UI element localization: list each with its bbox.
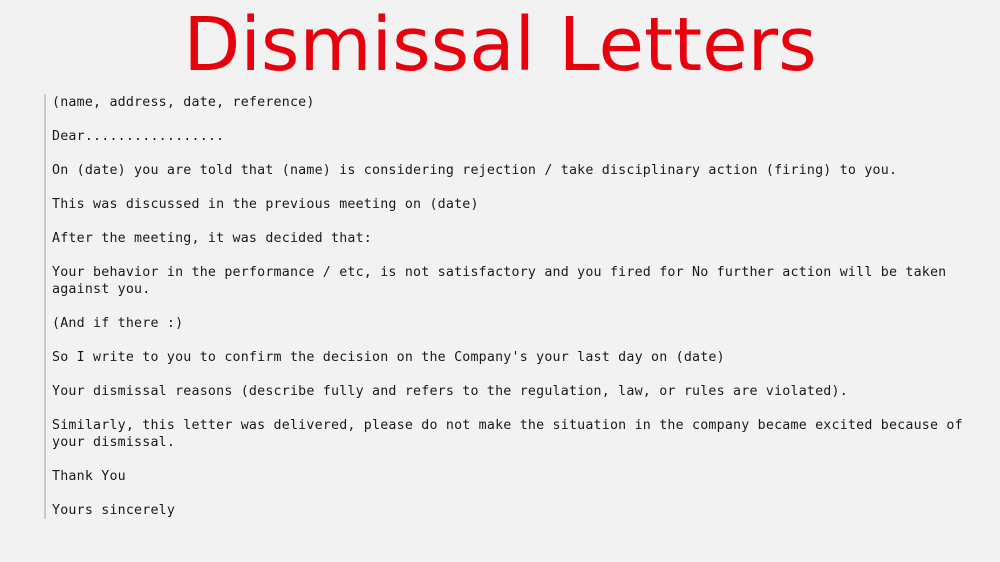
letter-paragraph: (name, address, date, reference) — [52, 95, 315, 110]
letter-paragraph: So I write to you to confirm the decision on the Company's your last day on (date) — [52, 350, 725, 365]
letter-paragraph: This was discussed in the previous meeting on (date) — [52, 197, 479, 212]
letter-body — [44, 94, 974, 519]
letter-paragraph: (And if there :) — [52, 316, 184, 331]
letter-paragraph: Your behavior in the performance / etc, is not satisfactory and you fired for No further action will be taken against you. — [52, 265, 955, 297]
letter-paragraph: Your dismissal reasons (describe fully and refers to the regulation, law, or rules are violated). — [52, 384, 848, 399]
letter-paragraph: Similarly, this letter was delivered, please do not make the situation in the company became excited because of your dismissal. — [52, 418, 972, 450]
letter-paragraph: Dear................. — [52, 129, 225, 144]
letter-signoff: Yours sincerely — [52, 503, 176, 518]
letter-paragraph: Thank You — [52, 469, 126, 484]
page-title: Dismissal Letters — [183, 2, 817, 88]
letter-paragraph: After the meeting, it was decided that: — [52, 231, 373, 246]
letter-paragraph: On (date) you are told that (name) is considering rejection / take disciplinary action (firing) to you. — [52, 163, 898, 178]
